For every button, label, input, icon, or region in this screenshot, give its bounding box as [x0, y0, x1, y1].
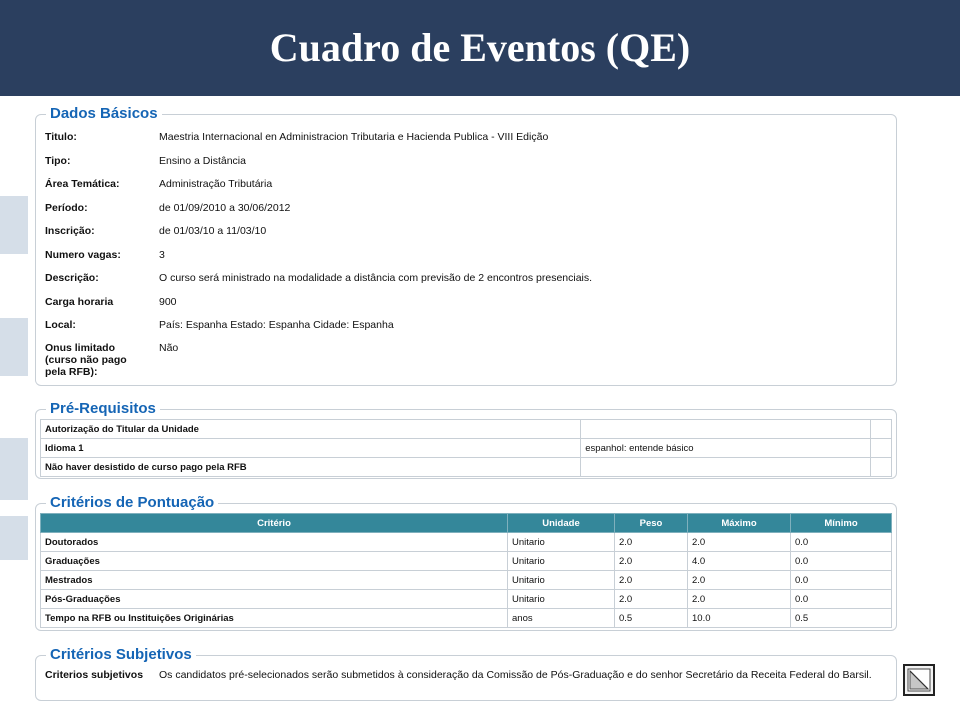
field-value: de 01/03/10 a 11/03/10 — [159, 225, 267, 237]
table-row — [41, 533, 892, 552]
slide-title: Cuadro de Eventos (QE) — [269, 25, 691, 70]
field-label: Onus limitado (curso não pago pela RFB): — [45, 342, 127, 378]
dados-basicos-legend: Dados Básicos — [46, 105, 162, 123]
field-label: Descrição: — [45, 272, 99, 284]
field-label: Carga horaria — [45, 296, 114, 308]
table-cell: Graduações — [41, 552, 508, 571]
table-row — [41, 439, 892, 458]
criterios-pontuacao-table — [40, 513, 892, 628]
field-label: Local: — [45, 319, 76, 331]
table-cell — [581, 420, 871, 439]
field-value: Maestria Internacional en Administracion Tributaria e Hacienda Publica - VIII Edição — [159, 131, 549, 143]
field-label: Inscrição: — [45, 225, 95, 237]
table-cell: 0.0 — [791, 590, 892, 609]
field-label: Titulo: — [45, 131, 77, 143]
table-cell: 2.0 — [688, 533, 791, 552]
table-cell — [870, 458, 891, 477]
table-cell — [870, 439, 891, 458]
table-cell: 2.0 — [615, 571, 688, 590]
table-cell: 2.0 — [615, 533, 688, 552]
field-value: de 01/09/2010 a 30/06/2012 — [159, 202, 291, 214]
watermark-shape — [0, 318, 28, 376]
table-cell — [581, 458, 871, 477]
table-row — [41, 420, 892, 439]
table-cell: 2.0 — [615, 552, 688, 571]
table-header-row — [41, 514, 892, 533]
table-cell: Unitario — [508, 552, 615, 571]
table-cell: 2.0 — [615, 590, 688, 609]
table-cell: 10.0 — [688, 609, 791, 628]
table-cell: Tempo na RFB ou Instituições Originárias — [41, 609, 508, 628]
column-header: Máximo — [688, 514, 791, 533]
column-header: Peso — [615, 514, 688, 533]
return-arrow-icon — [907, 668, 931, 692]
field-value: Não — [159, 342, 179, 354]
field-label: Tipo: — [45, 155, 71, 167]
dados-basicos-panel — [35, 105, 897, 386]
table-cell: Unitario — [508, 590, 615, 609]
column-header: Unidade — [508, 514, 615, 533]
return-button[interactable] — [903, 664, 935, 696]
field-value: Ensino a Distância — [159, 155, 246, 167]
field-value: O curso será ministrado na modalidade a distância com previsão de 2 encontros presenciais. — [159, 272, 593, 284]
table-cell: Autorização do Titular da Unidade — [41, 420, 581, 439]
slide-header — [0, 0, 960, 96]
column-header: Mínimo — [791, 514, 892, 533]
table-cell: 0.0 — [791, 533, 892, 552]
watermark-shape — [0, 196, 28, 254]
field-value: Administração Tributária — [159, 178, 273, 190]
field-label: Período: — [45, 202, 88, 214]
table-row — [41, 552, 892, 571]
table-cell: Não haver desistido de curso pago pela RFB — [41, 458, 581, 477]
table-cell: Mestrados — [41, 571, 508, 590]
table-cell: 2.0 — [688, 571, 791, 590]
column-header: Critério — [41, 514, 508, 533]
criterios-pontuacao-legend: Critérios de Pontuação — [46, 494, 218, 512]
table-cell: 0.5 — [615, 609, 688, 628]
table-cell: Pós-Graduações — [41, 590, 508, 609]
pre-requisitos-legend: Pré-Requisitos — [46, 400, 160, 418]
table-row — [41, 571, 892, 590]
table-cell: Unitario — [508, 533, 615, 552]
field-value: 3 — [159, 249, 165, 261]
table-cell: 4.0 — [688, 552, 791, 571]
pre-requisitos-panel — [35, 400, 897, 479]
table-cell: Doutorados — [41, 533, 508, 552]
table-cell: 0.0 — [791, 552, 892, 571]
field-label: Área Temática: — [45, 178, 120, 190]
table-cell: espanhol: entende básico — [581, 439, 871, 458]
table-cell — [870, 420, 891, 439]
pre-requisitos-table — [40, 419, 892, 477]
watermark-shape — [0, 438, 28, 500]
criterios-subjetivos-panel — [35, 646, 897, 701]
field-value: País: Espanha Estado: Espanha Cidade: Espanha — [159, 319, 394, 331]
table-cell: 2.0 — [688, 590, 791, 609]
table-cell: 0.0 — [791, 571, 892, 590]
field-value: Os candidatos pré-selecionados serão submetidos à consideração da Comissão de Pós-Graduação e do senhor Secretário da Receita Federal do Barsil. — [159, 669, 872, 681]
table-cell: Idioma 1 — [41, 439, 581, 458]
criterios-pontuacao-panel — [35, 494, 897, 631]
table-row — [41, 609, 892, 628]
field-label: Criterios subjetivos — [45, 669, 144, 681]
field-value: 900 — [159, 296, 177, 308]
field-label: Numero vagas: — [45, 249, 121, 261]
table-cell: 0.5 — [791, 609, 892, 628]
table-cell: Unitario — [508, 571, 615, 590]
criterios-subjetivos-legend: Critérios Subjetivos — [46, 646, 196, 664]
watermark-shape — [0, 516, 28, 560]
table-cell: anos — [508, 609, 615, 628]
table-row — [41, 590, 892, 609]
table-row — [41, 458, 892, 477]
